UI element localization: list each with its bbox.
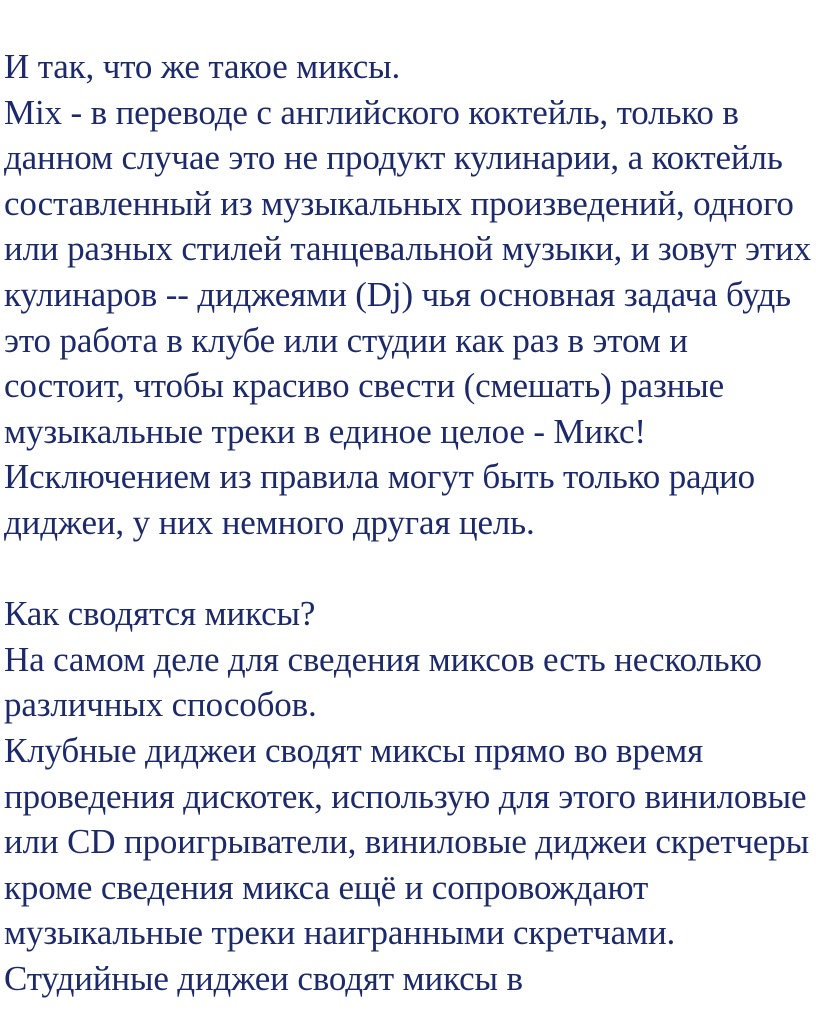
text-line: данном случае это не продукт кулинарии, а коктейль [4, 138, 783, 178]
text-line: это работа в клубе или студии как раз в этом и [4, 320, 688, 360]
text-line: Как сводятся миксы? [4, 594, 316, 634]
text-line: И так, что же такое миксы. [4, 47, 401, 86]
text-line: На самом деле для сведения миксов есть несколько [4, 639, 762, 679]
text-line: диджеи, у них немного другая цель. [4, 502, 535, 542]
text-line: проведения дискотек, использую для этого виниловые [4, 776, 807, 816]
text-line: музыкальные треки в единое целое - Микс! [4, 411, 646, 451]
text-line: Студийные диджеи сводят миксы в [4, 958, 523, 998]
text-line: Исключением из правила могут быть только радио [4, 457, 756, 497]
text-line: кулинаров -- диджеями (Dj) чья основная задача будь [4, 274, 791, 314]
text-line: различных способов. [4, 685, 317, 725]
text-line: кроме сведения микса ещё и сопровождают [4, 867, 649, 907]
text-line: Mix - в переводе с английского коктейль, только в [4, 92, 739, 132]
text-line: или разных стилей танцевальной музыки, и зовут этих [4, 229, 811, 269]
text-line: составленный из музыкальных произведений, одного [4, 183, 794, 223]
text-line: музыкальные треки наигранными скретчами. [4, 913, 676, 953]
text-line: Клубные диджеи сводят миксы прямо во время [4, 730, 704, 770]
paragraph-gap [4, 546, 816, 592]
text-line: состоит, чтобы красиво свести (смешать) разные [4, 366, 724, 406]
text-line: или CD проигрыватели, виниловые диджеи скретчеры [4, 822, 810, 862]
document-body [4, 44, 816, 1001]
